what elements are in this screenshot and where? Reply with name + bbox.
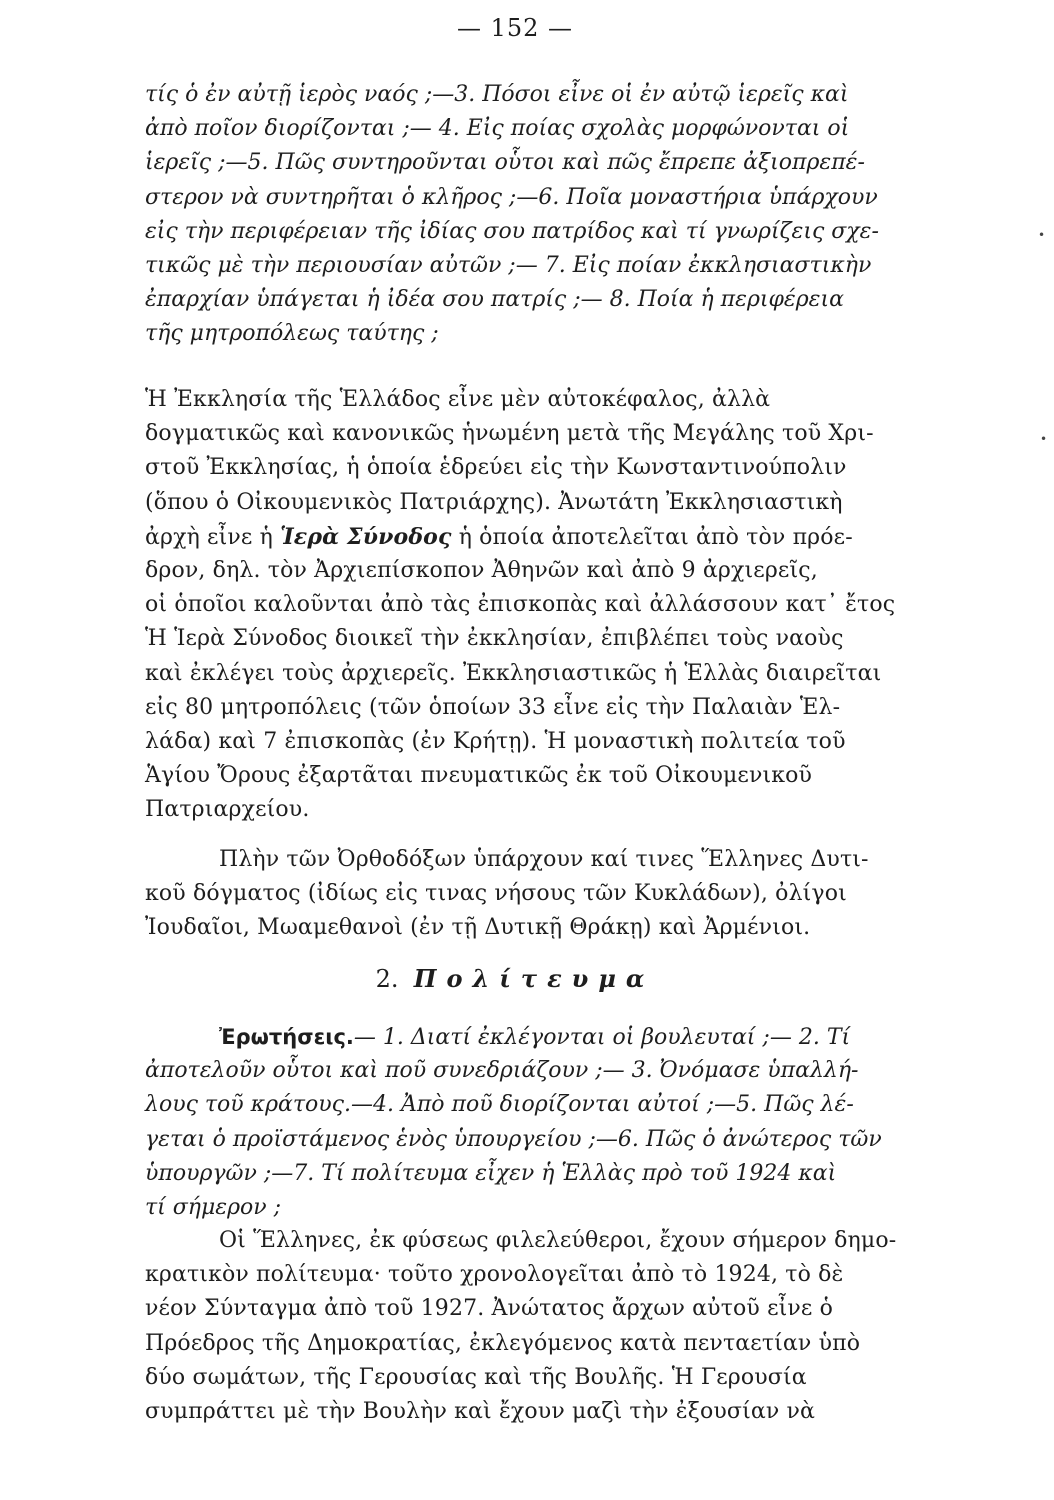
text-line: ἐπαρχίαν ὑπάγεται ἡ ἰδέα σου πατρίς ;— 8. Ποία ἡ περιφέρεια bbox=[145, 287, 844, 313]
section-number: 2. bbox=[375, 965, 399, 993]
text-line: ὑπουργῶν ;—7. Τί πολίτευμα εἶχεν ἡ Ἑλλὰς πρὸ τοῦ 1924 καὶ bbox=[145, 1160, 837, 1186]
text-line: οἱ ὁποῖοι καλοῦνται ἀπὸ τὰς ἐπισκοπὰς καὶ ἀλλάσσουν κατ᾿ ἔτος bbox=[145, 592, 896, 618]
text-line: ἱερεῖς ;—5. Πῶς συντηροῦνται οὗτοι καὶ πῶς ἔπρεπε ἀξιοπρεπέ- bbox=[145, 150, 865, 176]
text-line: τικῶς μὲ τὴν περιουσίαν αὐτῶν ;— 7. Εἰς ποίαν ἐκκλησιαστικὴν bbox=[145, 252, 872, 278]
text-line: στερον νὰ συντηρῆται ὁ κλῆρος ;—6. Ποῖα μοναστήρια ὑπάρχουν bbox=[145, 184, 878, 210]
text-line: νέον Σύνταγμα ἀπὸ τοῦ 1927. Ἀνώτατος ἄρχων αὐτοῦ εἶνε ὁ bbox=[145, 1296, 834, 1322]
holy-synod-term: Ἱερὰ Σύνοδος bbox=[280, 523, 452, 550]
text-line: κρατικὸν πολίτευμα· τοῦτο χρονολογεῖται ἀπὸ τὸ 1924, τὸ δὲ bbox=[145, 1262, 844, 1288]
text-line: τί σήμερον ; bbox=[145, 1194, 282, 1220]
text-line bbox=[145, 1020, 967, 1054]
text-line: Πρόεδρος τῆς Δημοκρατίας, ἐκλεγόμενος κατὰ πενταετίαν ὑπὸ bbox=[145, 1330, 861, 1356]
section-heading bbox=[145, 964, 885, 993]
text-line: Ἡ Ἱερὰ Σύνοδος διοικεῖ τὴν ἐκκλησίαν, ἐπιβλέπει τοὺς ναοὺς bbox=[145, 626, 844, 652]
questions-church bbox=[145, 78, 967, 352]
text-line: λάδα) καὶ 7 ἐπισκοπὰς (ἐν Κρήτῃ). Ἡ μοναστικὴ πολιτεία τοῦ bbox=[145, 728, 846, 754]
text-line: κοῦ δόγματος (ἰδίως εἰς τινας νήσους τῶν Κυκλάδων), ὀλίγοι bbox=[145, 881, 847, 907]
text-line: Ἁγίου Ὄρους ἐξαρτᾶται πνευματικῶς ἐκ τοῦ Οἰκουμενικοῦ bbox=[145, 763, 813, 789]
text-line: λους τοῦ κράτους.—4. Ἀπὸ ποῦ διορίζονται αὐτοί ;—5. Πῶς λέ- bbox=[145, 1092, 854, 1118]
text-line: στοῦ Ἐκκλησίας, ἡ ὁποία ἑδρεύει εἰς τὴν Κωνσταντινούπολιν bbox=[145, 455, 847, 481]
text-line: δρον, δηλ. τὸν Ἀρχιεπίσκοπον Ἀθηνῶν καὶ ἀπὸ 9 ἀρχιερεῖς, bbox=[145, 557, 818, 583]
paragraph-polity bbox=[145, 1224, 967, 1429]
page-number: — 152 — bbox=[456, 14, 574, 42]
text-line: Ἰουδαῖοι, Μωαμεθανοὶ (ἐν τῇ Δυτικῇ Θράκῃ) καὶ Ἀρμένιοι. bbox=[145, 915, 811, 941]
text-line: καὶ ἐκλέγει τοὺς ἀρχιερεῖς. Ἐκκλησιαστικῶς ἡ Ἑλλὰς διαιρεῖται bbox=[145, 660, 882, 686]
text-line: Οἱ Ἕλληνες, ἐκ φύσεως φιλελεύθεροι, ἔχουν σήμερον δημο- bbox=[219, 1228, 897, 1253]
text-line: Πατριαρχείου. bbox=[145, 797, 310, 823]
questions-label: Ἐρωτήσεις. bbox=[219, 1025, 354, 1049]
text-span: ἡ ὁποία ἀποτελεῖται ἀπὸ τὸν πρόε- bbox=[451, 524, 853, 550]
text-line: δύο σωμάτων, τῆς Γερουσίας καὶ τῆς Βουλῆς. Ἡ Γερουσία bbox=[145, 1364, 807, 1390]
scan-speck: • bbox=[1040, 432, 1048, 446]
text-span: ἀρχὴ εἶνε ἡ bbox=[145, 524, 281, 550]
text-line: εἰς τὴν περιφέρειαν τῆς ἰδίας σου πατρίδος καὶ τί γνωρίζεις σχε- bbox=[145, 218, 879, 244]
scan-speck: • bbox=[1038, 228, 1046, 242]
text-line: τίς ὁ ἐν αὐτῇ ἱερὸς ναός ;—3. Πόσοι εἶνε οἱ ἐν αὐτῷ ἱερεῖς καὶ bbox=[145, 82, 849, 107]
text-line: Πλὴν τῶν Ὀρθοδόξων ὑπάρχουν καί τινες Ἕλληνες Δυτι- bbox=[219, 847, 869, 872]
questions-polity bbox=[145, 1020, 967, 1225]
text-line: γεται ὁ προϊστάμενος ἑνὸς ὑπουργείου ;—6. Πῶς ὁ ἀνώτερος τῶν bbox=[145, 1126, 882, 1152]
paragraph-other-faiths bbox=[145, 843, 967, 946]
text-line: εἰς 80 μητροπόλεις (τῶν ὁποίων 33 εἶνε εἰς τὴν Παλαιὰν Ἑλ- bbox=[145, 694, 841, 720]
text-line: συμπράττει μὲ τὴν Βουλὴν καὶ ἔχουν μαζὶ τὴν ἐξουσίαν νὰ bbox=[145, 1398, 816, 1424]
text-line: δογματικῶς καὶ κανονικῶς ἡνωμένη μετὰ τῆς Μεγάλης τοῦ Χρι- bbox=[145, 421, 874, 447]
text-line: ἀπὸ ποῖον διορίζονται ;— 4. Εἰς ποίας σχολὰς μορφώνονται οἱ bbox=[145, 116, 850, 142]
text-line: Ἡ Ἐκκλησία τῆς Ἑλλάδος εἶνε μὲν αὐτοκέφαλος, ἀλλὰ bbox=[145, 387, 771, 412]
paragraph-church-of-greece bbox=[145, 383, 967, 827]
text-line bbox=[145, 520, 967, 554]
text-span: — 1. Διατί ἐκλέγονται οἱ βουλευταί ;— 2. Τί bbox=[353, 1025, 851, 1050]
text-line: τῆς μητροπόλεως ταύτης ; bbox=[145, 321, 439, 347]
text-line: ἀποτελοῦν οὗτοι καὶ ποῦ συνεδριάζουν ;— 3. Ὀνόμασε ὑπαλλή- bbox=[145, 1058, 859, 1084]
section-title: Πολίτευμα bbox=[413, 964, 655, 993]
text-line: (ὅπου ὁ Οἰκουμενικὸς Πατριάρχης). Ἀνωτάτη Ἐκκλησιαστικὴ bbox=[145, 489, 843, 515]
